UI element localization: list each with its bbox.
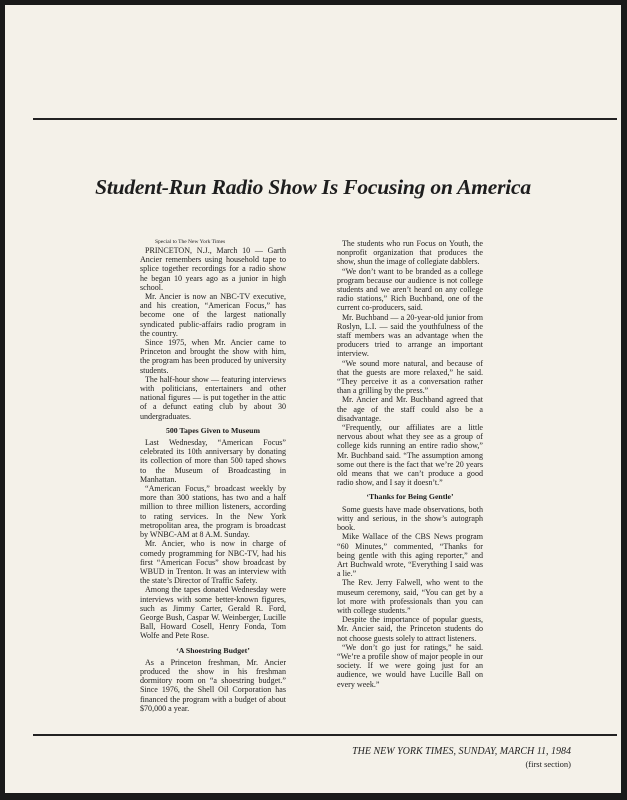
subheading: 500 Tapes Given to Museum: [165, 425, 260, 435]
byline: Special to The New York Times: [155, 239, 226, 245]
paragraph: Mr. Ancier, who is now in charge of comedy programming for NBC-TV, had his first “American Focus” show broadcast by WBUD in Trenton. It was an interview with the state’s Director of Traffic Safety.: [140, 539, 286, 586]
section-label: (first section): [525, 759, 571, 769]
paragraph: Among the tapes donated Wednesday were interviews with some better-known figures, such as Jimmy Carter, Gerald R. Ford, George Bush, Caspar W. Weinberger, Lucille Ball, Howard Cosell, Henry Fonda, Tom Wolfe and Pete Rose.: [140, 585, 286, 641]
paragraph: Mike Wallace of the CBS News program “60 Minutes,” commented, “Thanks for being gentle with this aging reporter,” and Art Buchwald wrote, “Everything I said was a lie.”: [337, 532, 483, 579]
paragraph: As a Princeton freshman, Mr. Ancier produced the show in his freshman dormitory room on “a shoestring budget.” Since 1976, the Shell Oil Corporation has financed the program with a budget of about $70,000 a year.: [140, 657, 286, 713]
subheading: ‘A Shoestring Budget’: [176, 645, 250, 655]
paragraph: “We sound more natural, and because of that the guests are more relaxed,” he said. “They perceive it as a conversation rather than a grilling by the press.”: [337, 358, 483, 396]
paragraph: “We don’t want to be branded as a college program because our audience is not college students and we aren’t heard on any college radio stations,” Rich Buchband, one of the current co-producers, said.: [337, 266, 483, 313]
article-headline: Student-Run Radio Show Is Focusing on America: [95, 175, 531, 199]
subheading: ‘Thanks for Being Gentle’: [366, 492, 454, 502]
paragraph: “Frequently, our affiliates are a little nervous about what they see as a group of college kids running an entire radio show,” Mr. Buchband said. “The assumption among some out there is the fact that we’re 20 years old means that we can’t produce a good radio show, and I say it doesn’t.”: [337, 423, 483, 488]
article-column-left: [140, 239, 286, 713]
bottom-rule: [33, 734, 617, 736]
paragraph: The half-hour show — featuring interviews with politicians, entertainers and other national figures — is put together in the attic of a defunct eating club by about 30 undergraduates.: [140, 374, 286, 421]
paragraph: Last Wednesday, “American Focus” celebrated its 10th anniversary by donating its collection of more than 500 taped shows to the Museum of Broadcasting in Manhattan.: [140, 438, 286, 484]
newspaper-dateline: THE NEW YORK TIMES, SUNDAY, MARCH 11, 1984: [352, 746, 571, 757]
paragraph: “American Focus,” broadcast weekly by more than 300 stations, has two and a half million to three million listeners, according to rating services. In the New York metropolitan area, the program is broadcast by WNBC-AM at 8 A.M. Sunday.: [140, 484, 286, 540]
paragraph: Since 1975, when Mr. Ancier came to Princeton and brought the show with him, the program has been produced by university students.: [140, 338, 286, 375]
paragraph: PRINCETON, N.J., March 10 — Garth Ancier remembers using household tape to splice together recordings for a radio show he began 10 years ago as a junior in high school.: [140, 246, 286, 292]
paragraph: Mr. Buchband — a 20-year-old junior from Roslyn, L.I. — said the youthfulness of the staff members was an advantage when the producers tried to arrange an important interview.: [337, 312, 483, 359]
paragraph: Mr. Ancier is now an NBC-TV executive, and his creation, “American Focus,” has become one of the largest nationally syndicated public-affairs radio program in the country.: [140, 292, 286, 338]
paragraph: The Rev. Jerry Falwell, who went to the museum ceremony, said, “You can get by a lot more with professionals than you can with college students.”: [337, 578, 483, 615]
paragraph: “We don’t go just for ratings,” he said. “We’re a profile show of major people in our society. If we were going just for an audience, we would have Lucille Ball on every week.”: [337, 642, 483, 689]
top-rule: [33, 118, 617, 120]
article-column-right: [337, 239, 483, 689]
source-citation: [352, 746, 571, 770]
paragraph: Despite the importance of popular guests, Mr. Ancier said, the Princeton students do not choose guests solely to attract listeners.: [337, 615, 483, 643]
paragraph: Mr. Ancier and Mr. Buchband agreed that the age of the staff could also be a disadvantage.: [337, 395, 483, 423]
paragraph: Some guests have made observations, both witty and serious, in the show’s autograph book.: [337, 504, 483, 533]
paragraph: The students who run Focus on Youth, the nonprofit organization that produces the show, shun the image of collegiate dabblers.: [337, 239, 483, 267]
document-page: [5, 5, 621, 793]
